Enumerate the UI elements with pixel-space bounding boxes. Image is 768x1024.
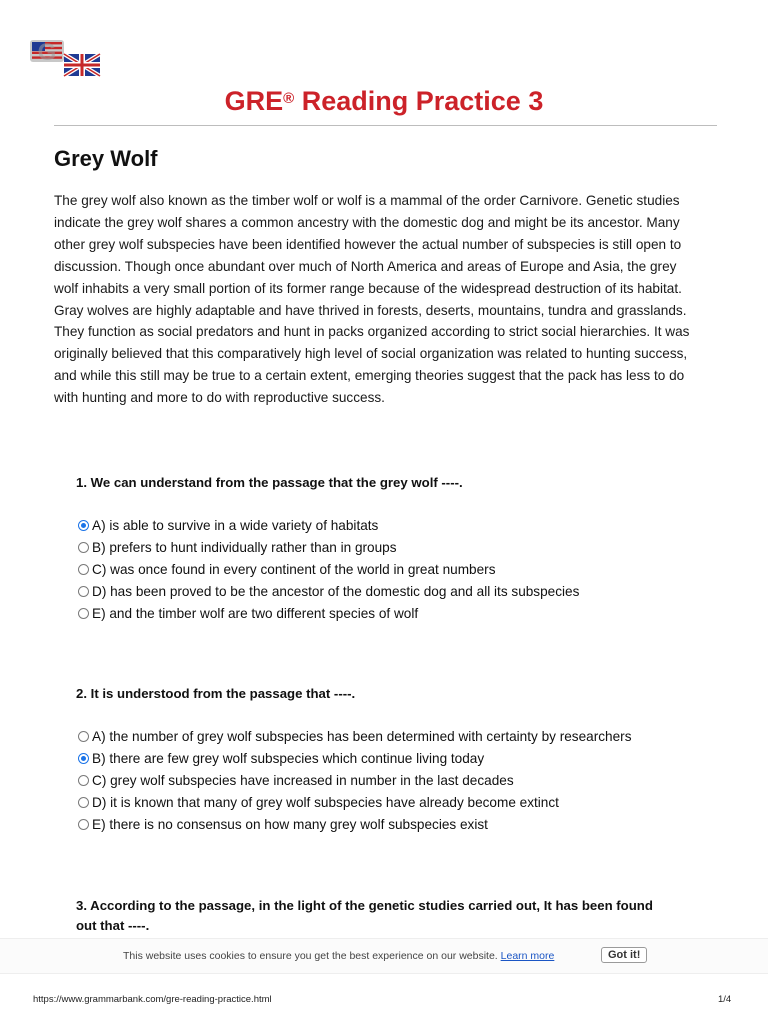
q2-option-e[interactable] xyxy=(78,813,632,835)
passage-line: wolf inhabits a very small portion of its former range because of the widespread destruction of its habitat. xyxy=(54,280,682,296)
title-divider xyxy=(54,125,717,126)
option-label: C) was once found in every continent of the world in great numbers xyxy=(92,561,496,577)
page-title xyxy=(0,86,768,117)
passage-line: Gray wolves are highly adaptable and have thrived in forests, deserts, mountains, tundra and grasslands. xyxy=(54,302,687,318)
site-logo[interactable] xyxy=(28,38,102,78)
passage-line: discussion. Though once abundant over much of North America and areas of Europe and Asia, the grey xyxy=(54,258,677,274)
passage-line: They function as social predators and hunt in packs organized according to strict social hierarchies. It was xyxy=(54,324,690,340)
question-2-options xyxy=(78,725,632,835)
option-label: A) is able to survive in a wide variety of habitats xyxy=(92,517,379,533)
title-rest: Reading Practice 3 xyxy=(294,86,544,116)
radio-icon[interactable] xyxy=(78,775,89,786)
flags-logo-icon xyxy=(28,38,102,78)
page-url: https://www.grammarbank.com/gre-reading-practice.html xyxy=(33,994,272,1005)
article-heading: Grey Wolf xyxy=(54,146,158,171)
q1-option-a[interactable] xyxy=(78,514,579,536)
radio-icon[interactable] xyxy=(78,819,89,830)
radio-icon[interactable] xyxy=(78,797,89,808)
reading-passage xyxy=(54,190,718,409)
question-1: 1. We can understand from the passage that the grey wolf ----. xyxy=(76,475,463,490)
q1-option-c[interactable] xyxy=(78,558,579,580)
passage-line: The grey wolf also known as the timber wolf or wolf is a mammal of the order Carnivore. Genetic studies xyxy=(54,193,680,208)
radio-icon[interactable] xyxy=(78,564,89,575)
cookie-banner xyxy=(0,938,768,974)
title-main: GRE xyxy=(224,86,284,116)
option-label: B) prefers to hunt individually rather than in groups xyxy=(92,539,397,555)
passage-line: with hunting and more to do with reproductive success. xyxy=(54,390,385,406)
option-label: D) has been proved to be the ancestor of the domestic dog and all its subspecies xyxy=(92,583,580,599)
q1-option-d[interactable] xyxy=(78,580,579,602)
q1-option-e[interactable] xyxy=(78,602,579,624)
q2-option-a[interactable] xyxy=(78,725,632,747)
radio-icon[interactable] xyxy=(78,731,89,742)
option-label: D) it is known that many of grey wolf subspecies have already become extinct xyxy=(92,794,559,810)
passage-line: and while this still may be true to a certain extent, emerging theories suggest that the pack has less to do xyxy=(54,368,685,384)
radio-icon[interactable] xyxy=(78,586,89,597)
q2-option-d[interactable] xyxy=(78,791,632,813)
option-label: C) grey wolf subspecies have increased in number in the last decades xyxy=(92,772,514,788)
question-3 xyxy=(76,896,653,936)
q1-option-b[interactable] xyxy=(78,536,579,558)
radio-icon[interactable] xyxy=(78,608,89,619)
passage-line: indicate the grey wolf shares a common ancestry with the domestic dog and might be its ancestor. Many xyxy=(54,214,680,230)
passage-line: other grey wolf subspecies have been identified however the actual number of subspecies is still open to xyxy=(54,236,682,252)
radio-selected-icon[interactable] xyxy=(78,520,89,531)
question-3-line: 3. According to the passage, in the light of the genetic studies carried out, It has been found xyxy=(76,898,653,913)
registered-mark: ® xyxy=(283,90,295,107)
cookie-text: This website uses cookies to ensure you get the best experience on our website. xyxy=(123,950,498,962)
learn-more-link[interactable]: Learn more xyxy=(500,950,555,962)
q2-option-c[interactable] xyxy=(78,769,632,791)
passage-line: originally believed that this comparatively high level of social organization was related to hunting success, xyxy=(54,346,688,362)
cookie-message xyxy=(123,950,554,962)
question-2: 2. It is understood from the passage that ----. xyxy=(76,686,356,701)
option-label: A) the number of grey wolf subspecies has been determined with certainty by researchers xyxy=(92,728,632,744)
option-label: E) there is no consensus on how many grey wolf subspecies exist xyxy=(92,816,488,832)
radio-icon[interactable] xyxy=(78,542,89,553)
got-it-button[interactable]: Got it! xyxy=(601,947,647,963)
option-label: B) there are few grey wolf subspecies which continue living today xyxy=(92,750,485,766)
question-3-line: out that ----. xyxy=(76,918,150,933)
svg-text:G: G xyxy=(37,39,57,66)
page-number: 1/4 xyxy=(718,994,732,1005)
radio-selected-icon[interactable] xyxy=(78,753,89,764)
q2-option-b[interactable] xyxy=(78,747,632,769)
option-label: E) and the timber wolf are two different species of wolf xyxy=(92,605,419,621)
question-1-options xyxy=(78,514,579,624)
